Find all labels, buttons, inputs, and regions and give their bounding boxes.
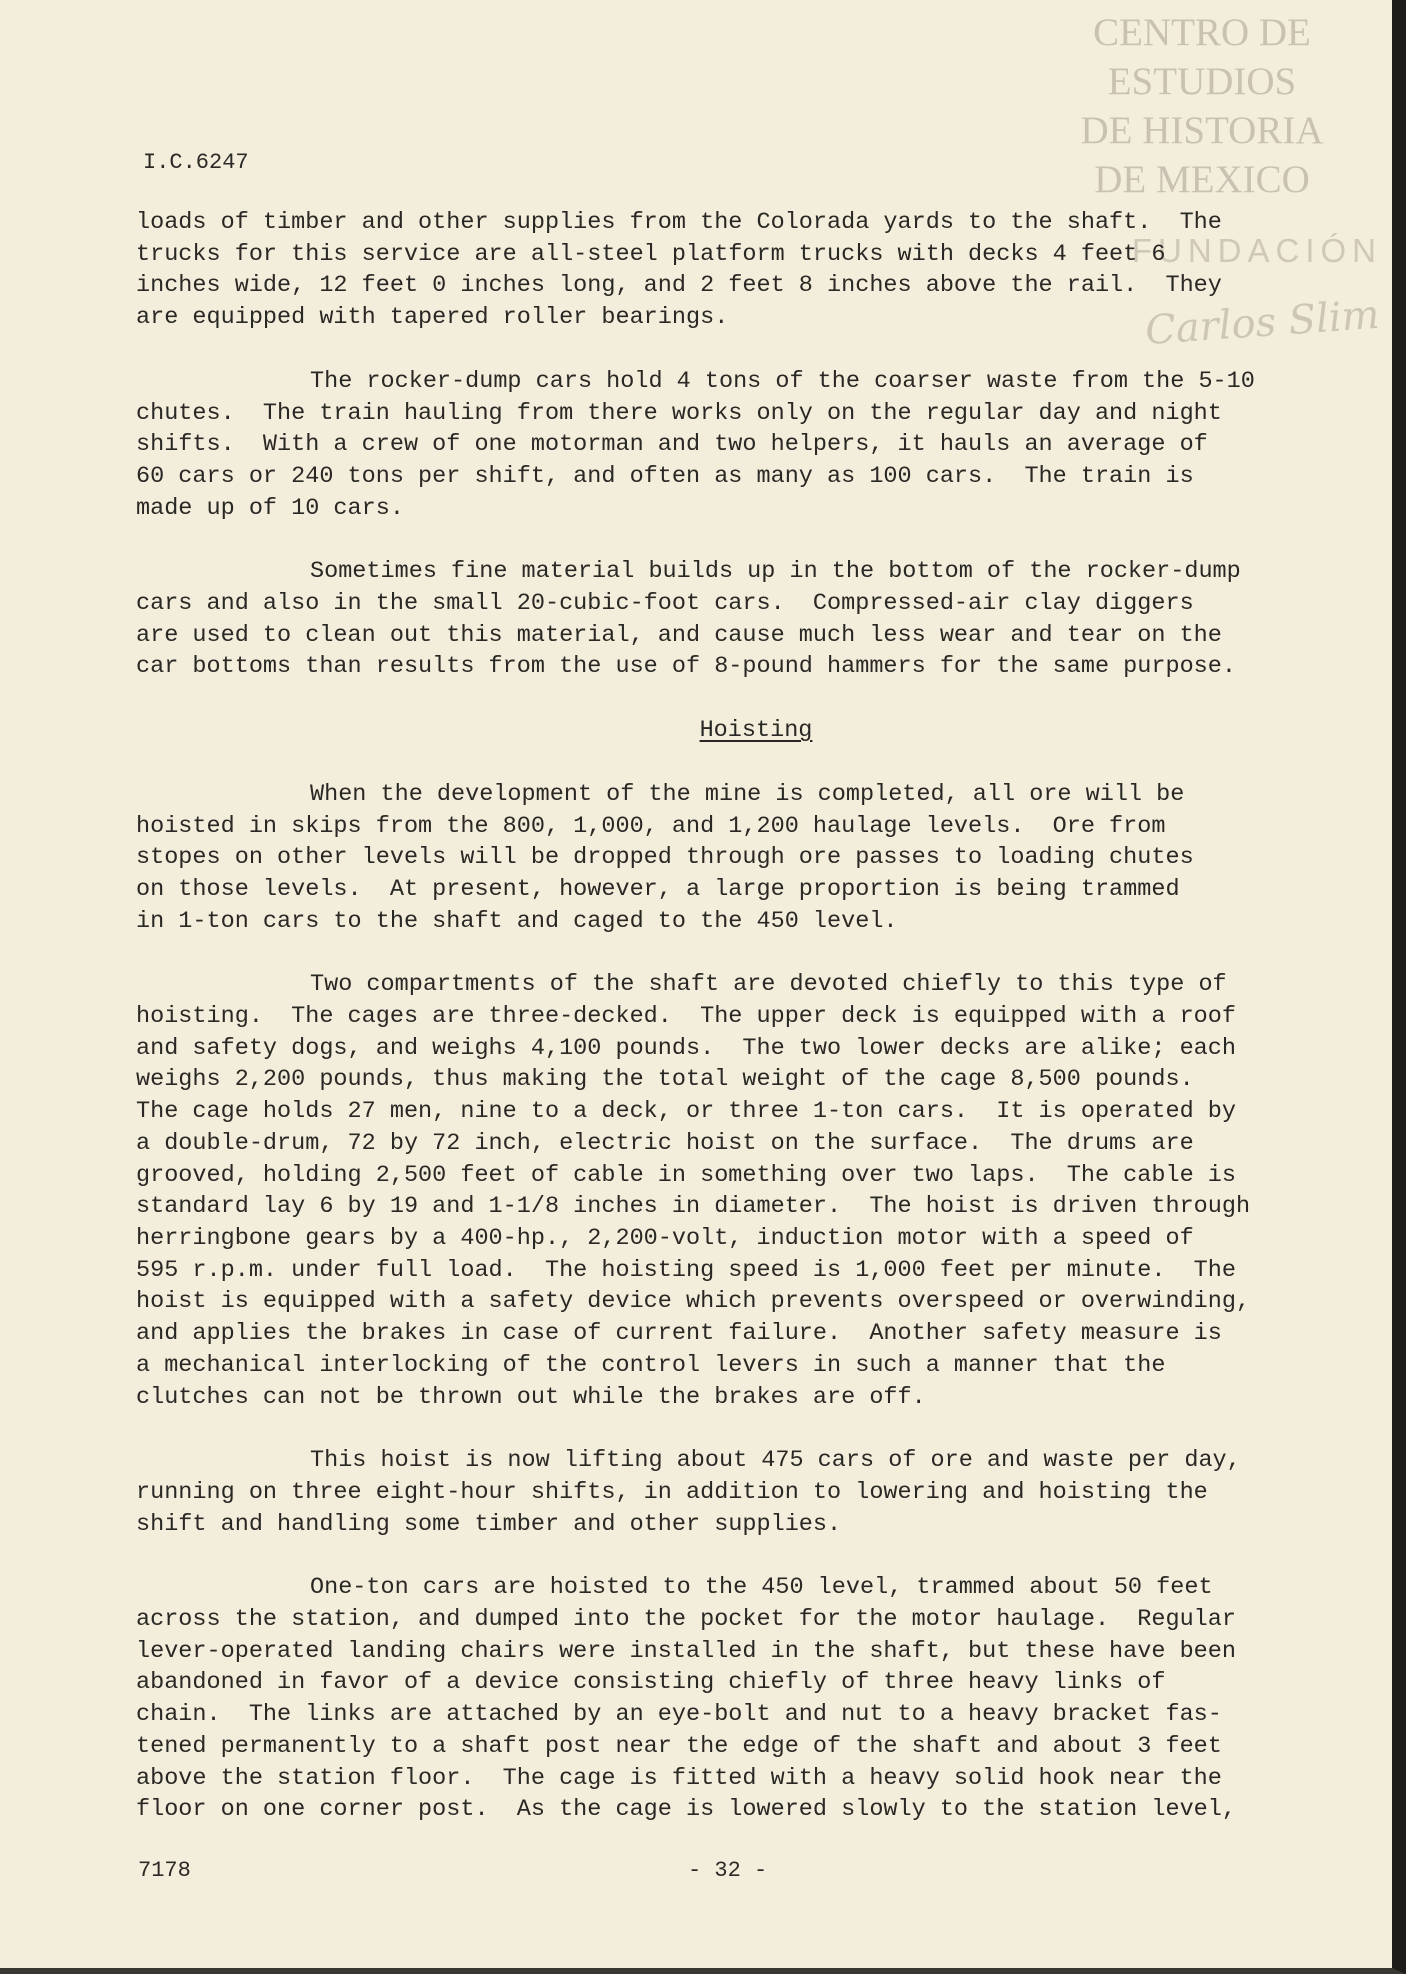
report-number: 7178 bbox=[138, 1858, 191, 1883]
paragraph bbox=[136, 207, 1376, 334]
text-line: chutes. The train hauling from there works only on the regular day and night bbox=[136, 399, 1222, 427]
paragraph bbox=[136, 556, 1376, 683]
archive-watermark bbox=[1052, 8, 1352, 204]
paragraph bbox=[136, 1572, 1376, 1826]
watermark-foundation: FUNDACIÓN bbox=[1131, 232, 1382, 269]
text-line: chain. The links are attached by an eye-bolt and nut to a heavy bracket fas- bbox=[136, 1701, 1222, 1729]
text-line: on those levels. At present, however, a large proportion is being trammed bbox=[136, 875, 1180, 903]
watermark-signature: Carlos Slim bbox=[1144, 291, 1382, 355]
text-line: shift and handling some timber and other supplies. bbox=[136, 1510, 842, 1538]
text-line: above the station floor. The cage is fitted with a heavy solid hook near the bbox=[136, 1764, 1222, 1792]
text-line: When the development of the mine is completed, all ore will be bbox=[310, 780, 1185, 808]
text-line: car bottoms than results from the use of 8-pound hammers for the same purpose. bbox=[136, 653, 1236, 681]
text-line: and applies the brakes in case of current failure. Another safety measure is bbox=[136, 1320, 1222, 1348]
text-line: hoisting. The cages are three-decked. The upper deck is equipped with a roof bbox=[136, 1003, 1236, 1031]
text-line: The cage holds 27 men, nine to a deck, or three 1-ton cars. It is operated by bbox=[136, 1098, 1236, 1126]
text-line: stopes on other levels will be dropped through ore passes to loading chutes bbox=[136, 844, 1194, 872]
text-line: floor on one corner post. As the cage is lowered slowly to the station level, bbox=[136, 1796, 1236, 1824]
text-line: hoisted in skips from the 800, 1,000, and 1,200 haulage levels. Ore from bbox=[136, 812, 1166, 840]
text-line: in 1-ton cars to the shaft and caged to the 450 level. bbox=[136, 907, 898, 935]
text-line: 60 cars or 240 tons per shift, and often as many as 100 cars. The train is bbox=[136, 462, 1194, 490]
paragraph bbox=[136, 366, 1376, 525]
text-line: lever-operated landing chairs were installed in the shaft, but these have been bbox=[136, 1637, 1236, 1665]
text-line: a double-drum, 72 by 72 inch, electric hoist on the surface. The drums are bbox=[136, 1129, 1194, 1157]
paragraph bbox=[136, 779, 1376, 938]
text-line: cars and also in the small 20-cubic-foot cars. Compressed-air clay diggers bbox=[136, 590, 1194, 618]
text-line: Two compartments of the shaft are devoted chiefly to this type of bbox=[310, 971, 1227, 999]
watermark-line: DE HISTORIA bbox=[1080, 109, 1324, 152]
text-line: abandoned in favor of a device consisting chiefly of three heavy links of bbox=[136, 1669, 1166, 1697]
text-line: One-ton cars are hoisted to the 450 level, trammed about 50 feet bbox=[310, 1574, 1213, 1602]
text-line: 595 r.p.m. under full load. The hoisting speed is 1,000 feet per minute. The bbox=[136, 1256, 1236, 1284]
text-line: weighs 2,200 pounds, thus making the total weight of the cage 8,500 pounds. bbox=[136, 1066, 1194, 1094]
watermark-line: ESTUDIOS bbox=[1107, 60, 1297, 103]
text-line: inches wide, 12 feet 0 inches long, and 2 feet 8 inches above the rail. They bbox=[136, 272, 1222, 300]
text-line: Sometimes fine material builds up in the bottom of the rocker-dump bbox=[310, 558, 1241, 586]
text-line: grooved, holding 2,500 feet of cable in something over two laps. The cable is bbox=[136, 1161, 1236, 1189]
section-heading bbox=[136, 715, 1376, 747]
page-number: - 32 - bbox=[688, 1858, 768, 1883]
text-line: running on three eight-hour shifts, in addition to lowering and hoisting the bbox=[136, 1478, 1208, 1506]
text-line: are equipped with tapered roller bearings. bbox=[136, 304, 729, 332]
watermark-line: CENTRO DE bbox=[1093, 11, 1311, 54]
text-line: trucks for this service are all-steel platform trucks with decks 4 feet 6 bbox=[136, 240, 1166, 268]
text-line: tened permanently to a shaft post near the edge of the shaft and about 3 feet bbox=[136, 1732, 1222, 1760]
text-line: a mechanical interlocking of the control levers in such a manner that the bbox=[136, 1351, 1166, 1379]
document-body bbox=[136, 207, 1376, 1826]
section-heading-text: Hoisting bbox=[699, 717, 813, 745]
text-line: shifts. With a crew of one motorman and two helpers, it hauls an average of bbox=[136, 431, 1208, 459]
text-line: This hoist is now lifting about 475 cars of ore and waste per day, bbox=[310, 1447, 1241, 1475]
watermark-line: DE MEXICO bbox=[1094, 158, 1310, 201]
text-line: are used to clean out this material, and cause much less wear and tear on the bbox=[136, 621, 1222, 649]
text-line: herringbone gears by a 400-hp., 2,200-volt, induction motor with a speed of bbox=[136, 1224, 1194, 1252]
paragraph bbox=[136, 1445, 1376, 1540]
document-id: I.C.6247 bbox=[143, 150, 249, 175]
text-line: and safety dogs, and weighs 4,100 pounds. The two lower decks are alike; each bbox=[136, 1034, 1236, 1062]
text-line: standard lay 6 by 19 and 1-1/8 inches in diameter. The hoist is driven through bbox=[136, 1193, 1251, 1221]
text-line: loads of timber and other supplies from the Colorada yards to the shaft. The bbox=[136, 209, 1222, 236]
text-line: made up of 10 cars. bbox=[136, 494, 404, 522]
text-line: across the station, and dumped into the pocket for the motor haulage. Regular bbox=[136, 1606, 1236, 1634]
paragraph bbox=[136, 969, 1376, 1413]
text-line: The rocker-dump cars hold 4 tons of the coarser waste from the 5-10 bbox=[310, 367, 1255, 395]
text-line: hoist is equipped with a safety device which prevents overspeed or overwinding, bbox=[136, 1288, 1251, 1316]
text-line: clutches can not be thrown out while the brakes are off. bbox=[136, 1383, 926, 1411]
